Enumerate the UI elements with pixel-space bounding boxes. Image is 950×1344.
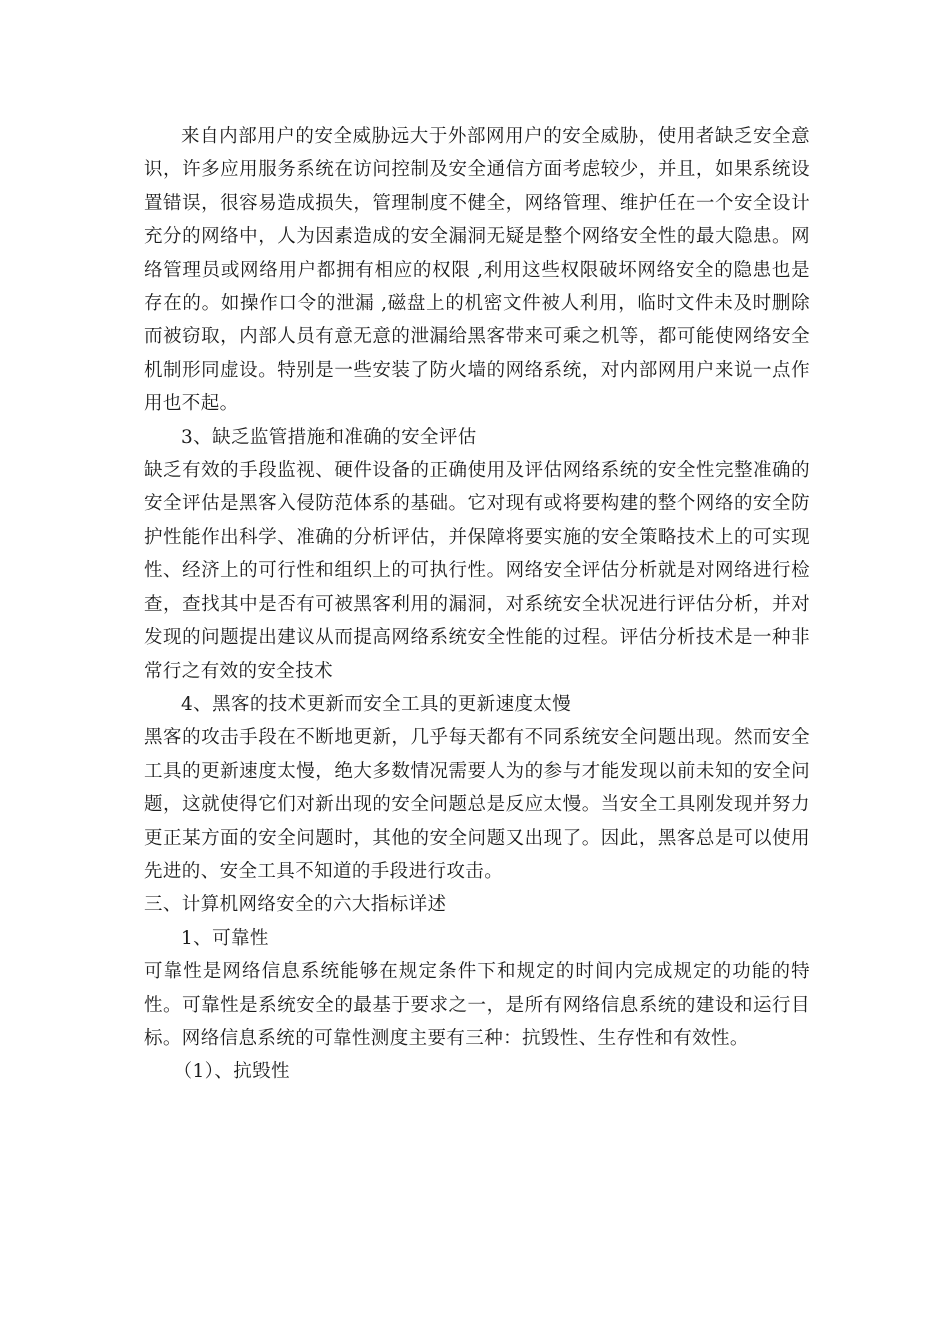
paragraph-security-assessment: 缺乏有效的手段监视、硬件设备的正确使用及评估网络系统的安全性完整准确的安全评估是黑客入侵防范体系的基础。它对现有或将要构建的整个网络的安全防护性能作出科学、准确的分析评估，并保障将要实施的安全策略技术上的可实现性、经济上的可行性和组织上的可执行性。网络安全评估分析就是对网络进行检查，查找其中是否有可被黑客利用的漏洞，对系统安全状况进行评估分析，并对发现的问题提出建议从而提高网络系统安全性能的过程。评估分析技术是一种非常行之有效的安全技术 <box>144 460 810 682</box>
paragraph-internal-threats: 来自内部用户的安全威胁远大于外部网用户的安全威胁，使用者缺乏安全意识，许多应用服务系统在访问控制及安全通信方面考虑较少，并且，如果系统设置错误，很容易造成损失，管理制度不健全，网络管理、维护任在一个安全设计充分的网络中，人为因素造成的安全漏洞无疑是整个网络安全性的最大隐患。网络管理员或网络用户都拥有相应的权限 ,利用这些权限破坏网络安全的隐患也是存在的。如操作口令的泄漏 ,磁盘上的机密文件被人利用，临时文件未及时删除而被窃取，内部人员有意无意的泄漏给黑客带来可乘之机等，都可能使网络安全机制形同虚设。特别是一些安装了防火墙的网络系统，对内部网用户来说一点作用也不起。 <box>144 126 810 415</box>
paragraph-reliability: 可靠性是网络信息系统能够在规定条件下和规定的时间内完成规定的功能的特性。可靠性是系统安全的最基于要求之一，是所有网络信息系统的建设和运行目标。网络信息系统的可靠性测度主要有三种：抗毁性、生存性和有效性。 <box>144 961 810 1049</box>
heading-lack-of-supervision: 3、缺乏监管措施和准确的安全评估 <box>181 426 477 448</box>
heading-survivability: （1）、抗毁性 <box>173 1061 290 1083</box>
paragraph-security-tools-slow: 黑客的攻击手段在不断地更新，几乎每天都有不同系统安全问题出现。然而安全工具的更新速度太慢，绝大多数情况需要人为的参与才能发现以前未知的安全问题，这就使得它们对新出现的安全问题总是反应太慢。当安全工具刚发现并努力更正某方面的安全问题时，其他的安全问题又出现了。因此，黑客总是可以使用先进的、安全工具不知道的手段进行攻击。 <box>144 727 810 882</box>
heading-reliability: 1、可靠性 <box>181 927 269 949</box>
section-heading-six-indicators: 三、计算机网络安全的六大指标详述 <box>144 894 447 916</box>
heading-hacker-tech-update: 4、黑客的技术更新而安全工具的更新速度太慢 <box>181 693 572 715</box>
document-body <box>144 120 810 1089</box>
